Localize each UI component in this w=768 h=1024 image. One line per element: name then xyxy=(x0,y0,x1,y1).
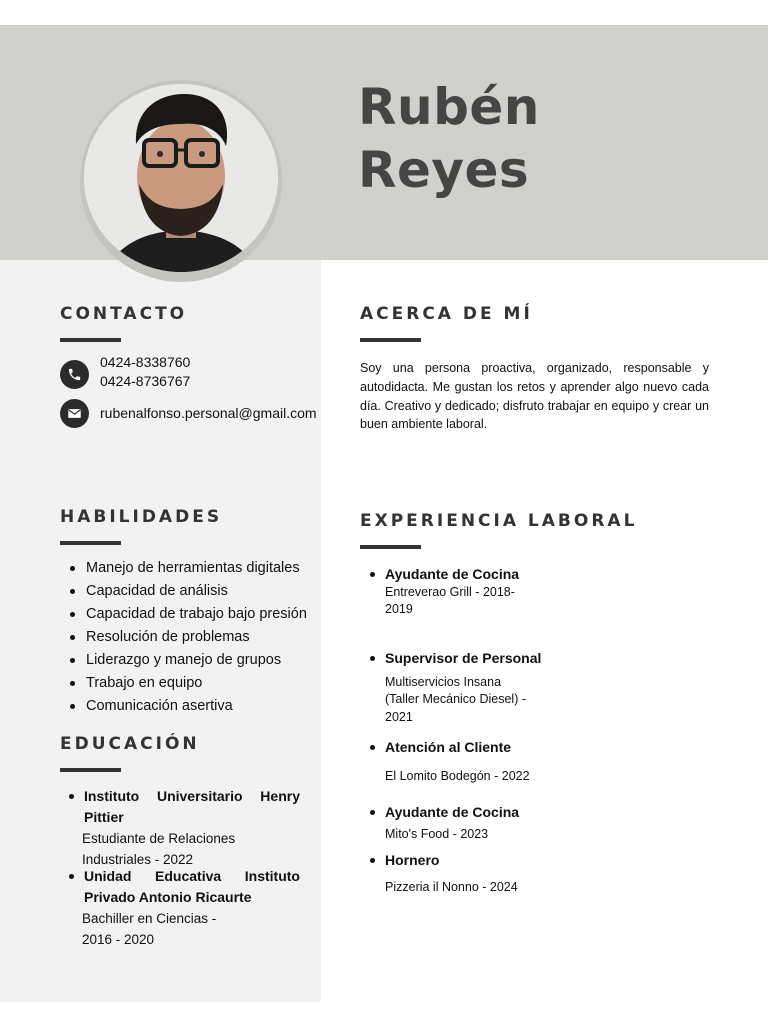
phone-number-2[interactable]: 0424-8736767 xyxy=(100,373,191,389)
education-detail: Industriales - 2022 xyxy=(82,852,194,867)
job-detail: Multiservicios Insana xyxy=(385,675,502,689)
education-heading: EDUCACIÓN xyxy=(60,734,200,754)
skills-list xyxy=(60,557,307,718)
education-detail: Bachiller en Ciencias - xyxy=(82,911,217,926)
avatar-portrait-icon xyxy=(84,84,278,272)
list-item: Resolución de problemas xyxy=(60,626,307,649)
email-link[interactable]: rubenalfonso.personal@gmail.com xyxy=(100,405,317,421)
page-title xyxy=(358,76,540,202)
experience-rule xyxy=(360,545,421,549)
job-title: Atención al Cliente xyxy=(360,738,560,756)
education-item xyxy=(60,786,300,870)
list-item: Manejo de herramientas digitales xyxy=(60,557,307,580)
list-item: Liderazgo y manejo de grupos xyxy=(60,649,307,672)
list-item: Comunicación asertiva xyxy=(60,695,307,718)
contact-heading: CONTACTO xyxy=(60,304,188,324)
avatar xyxy=(84,84,278,272)
education-rule xyxy=(60,768,121,772)
education-item xyxy=(60,866,300,950)
phone-icon xyxy=(60,360,89,389)
education-detail: 2016 - 2020 xyxy=(82,932,155,947)
list-item: Capacidad de trabajo bajo presión xyxy=(60,603,307,626)
job-title: Ayudante de Cocina xyxy=(360,803,560,821)
experience-heading: EXPERIENCIA LABORAL xyxy=(360,511,638,531)
last-name: Reyes xyxy=(358,141,530,199)
job-title: Hornero xyxy=(360,851,560,869)
contact-rule xyxy=(60,338,121,342)
about-rule xyxy=(360,338,421,342)
skills-heading: HABILIDADES xyxy=(60,507,223,527)
job-detail: El Lomito Bodegón - 2022 xyxy=(385,769,530,783)
job-detail: Pizzeria il Nonno - 2024 xyxy=(385,880,518,894)
list-item: Capacidad de análisis xyxy=(60,580,307,603)
job-detail: 2019 xyxy=(385,602,413,616)
education-detail: Estudiante de Relaciones xyxy=(82,831,236,846)
education-institution: Instituto Universitario Henry Pittier xyxy=(60,786,300,828)
job-detail: (Taller Mecánico Diesel) - xyxy=(385,692,527,706)
job-title: Supervisor de Personal xyxy=(360,649,560,667)
about-heading: ACERCA DE MÍ xyxy=(360,304,533,324)
job-detail: Entreverao Grill - 2018- xyxy=(385,585,515,599)
list-item: Trabajo en equipo xyxy=(60,672,307,695)
skills-rule xyxy=(60,541,121,545)
first-name: Rubén xyxy=(358,78,540,136)
about-text: Soy una persona proactiva, organizado, responsable y autodidacta. Me gustan los retos y aprender algo nuevo cada día. Creativo y dedicado; disfruto trabajar en equipo y crear un buen ambiente laboral. xyxy=(360,361,709,432)
phone-number-1[interactable]: 0424-8338760 xyxy=(100,354,191,370)
job-detail: Mito's Food - 2023 xyxy=(385,827,489,841)
job-detail: 2021 xyxy=(385,710,413,724)
education-institution: Unidad Educativa Instituto Privado Antonio Ricaurte xyxy=(60,866,300,908)
job-title: Ayudante de Cocina xyxy=(360,565,560,583)
mail-icon xyxy=(60,399,89,428)
